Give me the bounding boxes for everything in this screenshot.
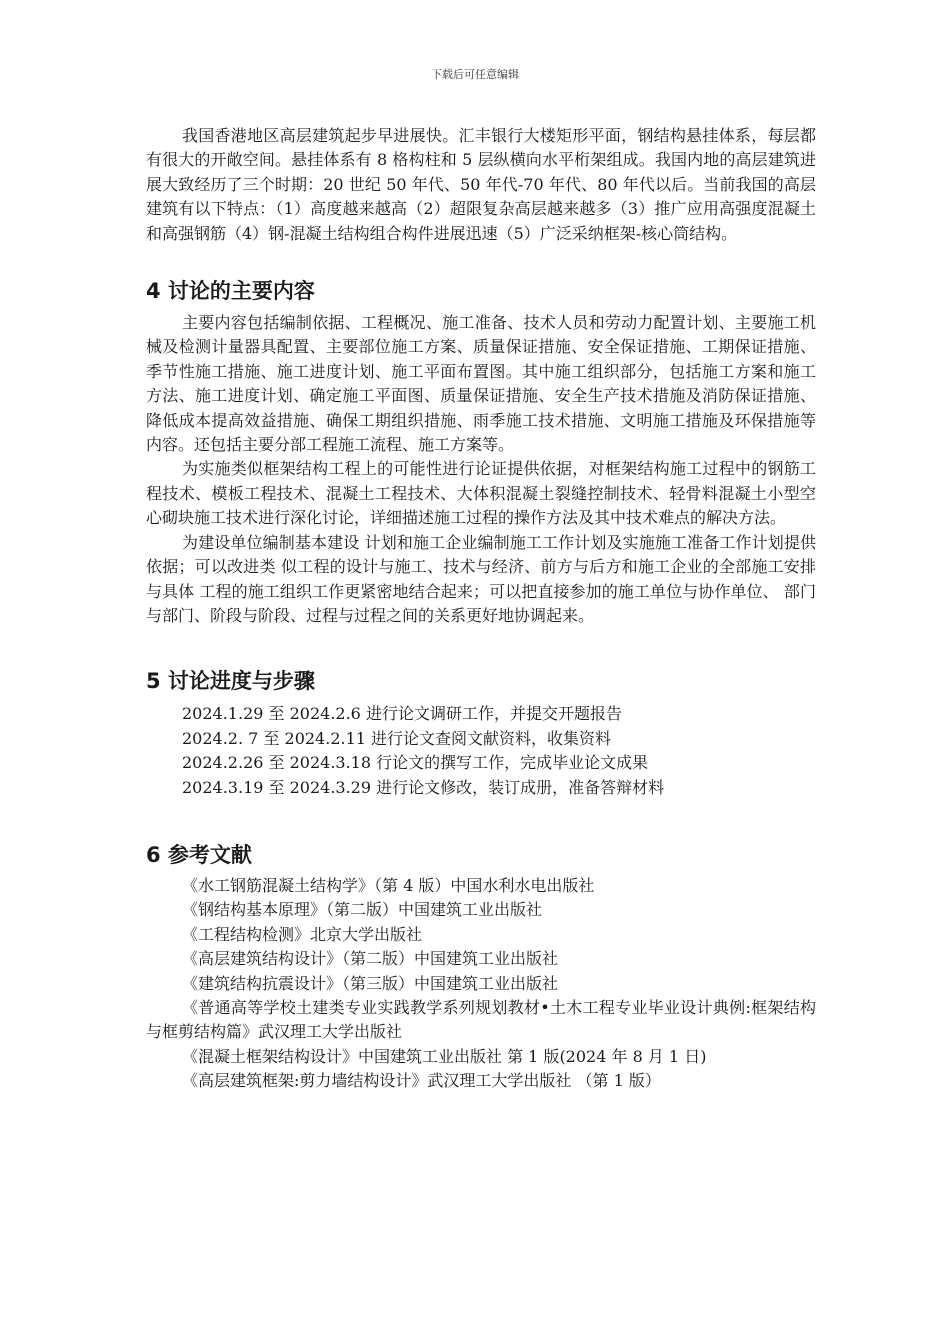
schedule-item: 2024.2.26 至 2024.3.18 行论文的撰写工作，完成毕业论文成果: [182, 753, 649, 773]
section-4-paragraph-3: 为建设单位编制基本建设 计划和施工企业编制施工工作计划及实施施工准备工作计划提供依据；可以改进类 似工程的设计与施工、技术与经济、前方与后方和施工企业的全部施工安排与具体 工程的施工组织工作更紧密地结合起来；可以把直接参加的施工单位与协作单位、 部门与部门、阶段与阶段、过程与过程之间的关系更好地协调起来。: [146, 532, 816, 625]
reference-item: 《高层建筑框架:剪力墙结构设计》武汉理工大学出版社 （第 1 版）: [182, 1071, 661, 1091]
schedule-item: 2024.3.19 至 2024.3.29 进行论文修改，装订成册，准备答辩材料: [182, 777, 665, 797]
document-body: [146, 124, 816, 1094]
section-4-heading: 4 讨论的主要内容: [146, 279, 315, 304]
reference-item: 《建筑结构抗震设计》（第三版）中国建筑工业出版社: [182, 973, 559, 993]
intro-paragraph: 我国香港地区高层建筑起步早进展快。汇丰银行大楼矩形平面，钢结构悬挂体系，每层都有很大的开敞空间。悬挂体系有 8 格构柱和 5 层纵横向水平桁架组成。我国内地的高层建筑进展大致经历了三个时期：20 世纪 50 年代、50 年代-70 年代、80 年代以后。当前我国的高层建筑有以下特点：（1）高度越来越高（2）超限复杂高层越来越多（3）推广应用高强度混凝土和高强钢筋（4）钢-混凝土结构组合构件进展迅速（5）广泛采纳框架-核心筒结构。: [146, 126, 816, 243]
reference-item: 《高层建筑结构设计》（第二版）中国建筑工业出版社: [182, 949, 559, 969]
reference-item: 《普通高等学校土建类专业实践教学系列规划教材•土木工程专业毕业设计典例:框架结构与框剪结构篇》武汉理工大学出版社: [146, 997, 816, 1042]
reference-item: 《水工钢筋混凝土结构学》（第 4 版）中国水利水电出版社: [182, 875, 595, 895]
reference-item: 《混凝土框架结构设计》中国建筑工业出版社 第 1 版(2024 年 8 月 1 日): [182, 1046, 707, 1066]
schedule-item: 2024.2. 7 至 2024.2.11 进行论文查阅文献资料，收集资料: [182, 728, 612, 748]
reference-item: 《钢结构基本原理》（第二版）中国建筑工业出版社: [182, 900, 543, 920]
section-4-paragraph-2: 为实施类似框架结构工程上的可能性进行论证提供依据，对框架结构施工过程中的钢筋工程技术、模板工程技术、混凝土工程技术、大体积混凝土裂缝控制技术、轻骨料混凝土小型空心砌块施工技术进行深化讨论，详细描述施工过程的操作方法及其中技术难点的解决方法。: [146, 459, 816, 528]
schedule-item: 2024.1.29 至 2024.2.6 进行论文调研工作，并提交开题报告: [182, 704, 622, 724]
section-4-paragraph-1: 主要内容包括编制依据、工程概况、施工准备、技术人员和劳动力配置计划、主要施工机械及检测计量器具配置、主要部位施工方案、质量保证措施、安全保证措施、工期保证措施、季节性施工措施、施工进度计划、施工平面布置图。其中施工组织部分，包括施工方案和施工方法、施工进度计划、确定施工平面图、质量保证措施、安全生产技术措施及消防保证措施、降低成本提高效益措施、确保工期组织措施、雨季施工技术措施、文明施工措施及环保措施等内容。还包括主要分部工程施工流程、施工方案等。: [146, 313, 816, 455]
section-6-heading: 6 参考文献: [146, 842, 252, 867]
page-header: 下载后可任意编辑: [431, 68, 519, 81]
reference-item: 《工程结构检测》北京大学出版社: [182, 924, 423, 944]
section-5-heading: 5 讨论进度与步骤: [146, 669, 315, 694]
